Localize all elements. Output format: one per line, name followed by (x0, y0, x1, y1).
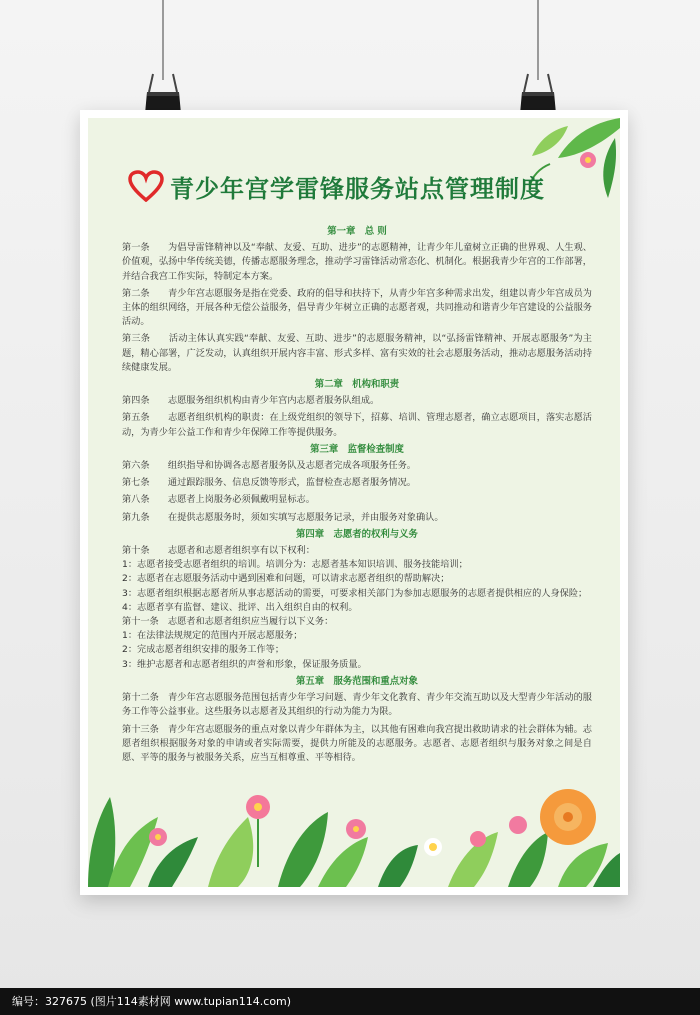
heart-icon (128, 170, 164, 202)
article: 第七条 通过跟踪服务、信息反馈等形式，监督检查志愿者服务情况。 (122, 477, 416, 489)
poster (80, 110, 628, 895)
regulation-content (122, 222, 592, 768)
hanging-wire (537, 0, 539, 80)
article: 第二条 青少年宫志愿服务是指在党委、政府的倡导和扶持下，从青少年宫多种需求出发，组建以青少年宫成员为主体的组织网络，开展各种无偿公益服务，倡导青少年树立正确的志愿者观，共同推动和谐青少年宫建设的公益服务活动。 (122, 287, 592, 328)
article: 第三条 活动主体认真实践“奉献、友爱、互助、进步”的志愿服务精神，以“弘扬雷锋精神、开展志愿服务”为主题，精心部署，广泛发动，认真组织开展内容丰富、形式多样、富有实效的社会志愿服务活动，推动志愿服务活动持续健康发展。 (122, 333, 592, 373)
poster-body (88, 118, 620, 887)
list-item: 3：维护志愿者和志愿者组织的声誉和形象，保证服务质量。 (122, 658, 367, 670)
list-item: 1：志愿者接受志愿者组织的培训。培训分为：志愿者基本知识培训、服务技能培训； (122, 559, 468, 571)
chapter-heading: 第一章 总 则 (327, 226, 387, 237)
article: 第十三条 青少年宫志愿服务的重点对象以青少年群体为主，以其他有困难向我宫提出救助请求的社会群体为辅。志愿者组织根据服务对象的申请或者实际需要，提供力所能及的志愿服务。志愿者、志愿者组织与服务对象之间是自愿、平等的服务与被服务关系，应当互相尊重、平等相待。 (122, 723, 592, 763)
hanging-wire (162, 0, 164, 80)
chapter-heading: 第四章 志愿者的权利与义务 (296, 528, 418, 540)
list-item: 2：完成志愿者组织安排的服务工作等； (122, 644, 285, 656)
article: 第六条 组织指导和协调各志愿者服务队及志愿者完成各项服务任务。 (122, 460, 416, 472)
chapter-heading: 第五章 服务范围和重点对象 (296, 675, 418, 687)
chapter-heading: 第三章 监督检查制度 (310, 443, 404, 455)
list-item: 2：志愿者在志愿服务活动中遇到困难和问题，可以请求志愿者组织的帮助解决； (122, 573, 450, 585)
flower-border-icon (88, 777, 620, 887)
chapter-heading: 第二章 机构和职责 (314, 379, 400, 391)
article: 第八条 志愿者上岗服务必须佩戴明显标志。 (122, 494, 315, 506)
title-row (128, 166, 588, 206)
list-item: 3：志愿者组织根据志愿者所从事志愿活动的需要，可要求相关部门为参加志愿服务的志愿者提供相应的人身保险； (122, 587, 588, 599)
article: 第十条 志愿者和志愿者组织享有以下权利： (122, 545, 315, 557)
list-item: 1：在法律法规规定的范围内开展志愿服务； (122, 630, 303, 642)
article: 第一条 为倡导雷锋精神以及“奉献、友爱、互助、进步”的志愿精神，让青少年儿童树立正确的世界观、人生观、价值观，弘扬中华传统美德，传播志愿服务理念，推动学习雷锋活动常态化、机制化。根据我青少年宫的工作部署，并结合我宫工作实际，特制定本方案。 (122, 242, 592, 282)
article: 第九条 在提供志愿服务时，须如实填写志愿服务记录，并由服务对象确认。 (122, 511, 444, 523)
list-item: 4：志愿者享有监督、建议、批评、出入组织自由的权利。 (122, 601, 358, 613)
article: 第十一条 志愿者和志愿者组织应当履行以下义务： (122, 616, 334, 628)
article: 第四条 志愿服务组织机构由青少年宫内志愿者服务队组成。 (122, 395, 380, 407)
watermark-footer: 编号：327675 (图片114素材网 www.tupian114.com) (0, 988, 700, 1015)
page-title: 青少年宫学雷锋服务站点管理制度 (170, 174, 545, 203)
article: 第十二条 青少年宫志愿服务范围包括青少年学习问题、青少年文化教育、青少年交流互助以及大型青少年活动的服务工作等公益事业。这些服务以志愿者及其组织的行动为能力为限。 (122, 692, 592, 718)
article: 第五条 志愿者组织机构的职责：在上级党组织的领导下，招募、培训、管理志愿者，确立志愿项目，落实志愿活动，为青少年公益工作和青少年保障工作等提供服务。 (122, 412, 592, 438)
